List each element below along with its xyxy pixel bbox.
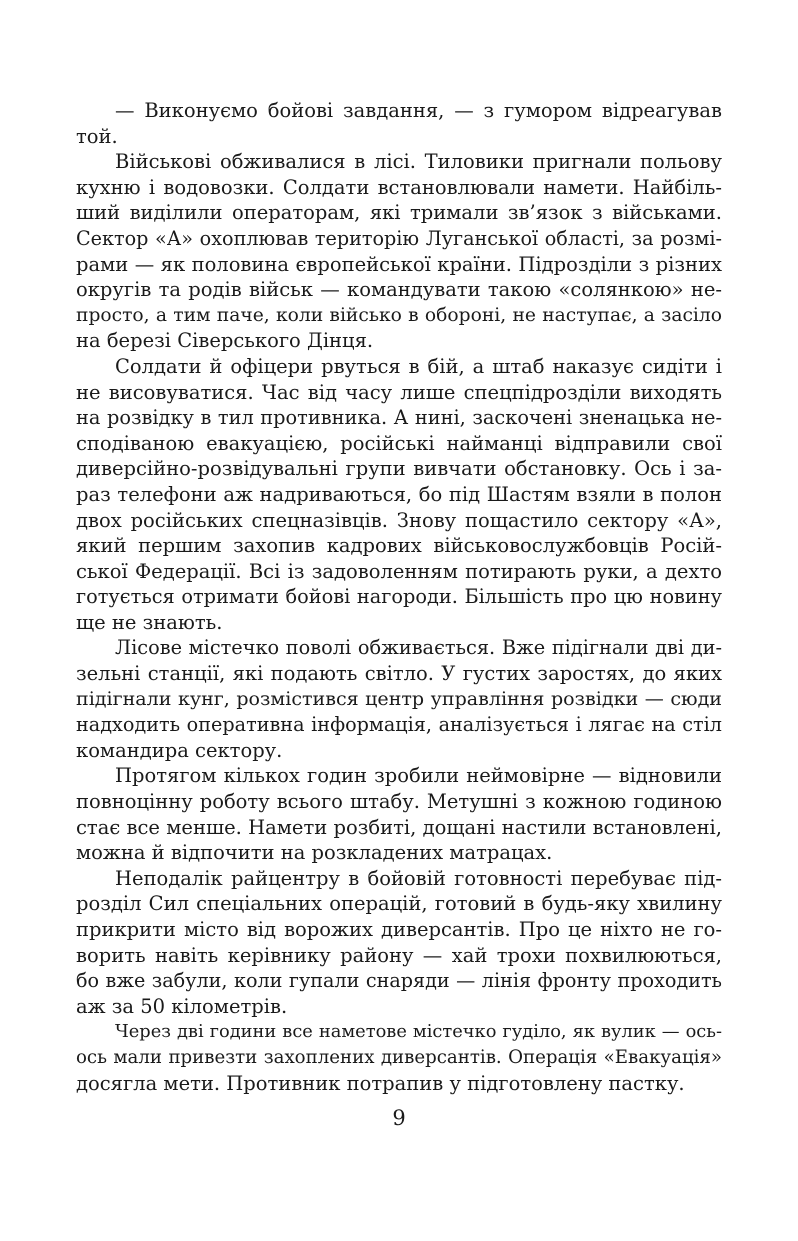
text-line: раз телефони аж надриваються, бо під Шастям взяли в полон [76, 482, 722, 506]
text-line: округів та родів військ — командувати такою «солянкою» не- [76, 278, 722, 302]
text-line: ської Федерації. Всі із задоволенням потирають руки, а дехто [76, 559, 722, 583]
text-line: кухню і водовозки. Солдати встановлювали намети. Найбіль- [76, 175, 722, 199]
text-line: надходить оперативна інформація, аналізується і лягає на стіл [76, 713, 722, 737]
text-line: просто, а тим паче, коли військо в обороні, не наступає, а засіло [76, 304, 722, 326]
text-line: можна й відпочити на розкладених матрацах. [76, 841, 553, 865]
text-line: прикрити місто від ворожих диверсантів. Про це ніхто не го- [76, 918, 722, 941]
text-line: рами — як половина європейської країни. Підрозділи з різних [76, 252, 722, 276]
text-line: не висовуватися. Час від часу лише спецпідрозділи виходять [76, 380, 722, 404]
text-line: ворить навіть керівнику району — хай трохи похвилюються, [76, 943, 722, 967]
text-line: на березі Сіверського Дінця. [76, 329, 374, 353]
page-number: 9 [392, 1106, 406, 1130]
text-line: командира сектору. [76, 738, 283, 762]
text-line: той. [76, 124, 118, 148]
text-line: аж за 50 кілометрів. [76, 994, 288, 1018]
text-line: зельні станції, які подають світло. У густих заростях, до яких [76, 662, 722, 686]
text-line: Солдати й офіцери рвуться в бій, а штаб наказує сидіти і [115, 354, 722, 378]
text-line: Протягом кількох годин зробили неймовірне — відновили [115, 764, 722, 788]
text-line: на розвідку в тил противника. А нині, заскочені зненацька не- [76, 406, 722, 430]
text-line: Неподалік райцентру в бойовій готовності перебуває під- [115, 866, 722, 890]
text-line: досягла мети. Противник потрапив у підготовлену пастку. [76, 1071, 685, 1095]
text-line: бо вже забули, коли гупали снаряди — лінія фронту проходить [76, 969, 722, 993]
text-line: — Виконуємо бойові завдання, — з гумором відреагував [115, 99, 722, 122]
text-line: ший виділили операторам, які тримали зв’язок з військами. [76, 201, 722, 225]
text-line: сподіваною евакуацією, російські найманці відправили свої [76, 431, 722, 455]
body-text [76, 98, 722, 1096]
text-line: підігнали кунг, розмістився центр управління розвідки — сюди [76, 687, 722, 710]
text-line: Через дві години все наметове містечко гуділо, як вулик — ось- [115, 1021, 722, 1043]
text-line: диверсійно-розвідувальні групи вивчати обстановку. Ось і за- [76, 457, 722, 481]
text-line: Лісове містечко поволі обживається. Вже підігнали дві ди- [115, 636, 722, 660]
text-line: повноцінну роботу всього штабу. Метушні з кожною годиною [76, 790, 722, 814]
text-line: Військові обживалися в лісі. Тиловики пригнали польову [115, 150, 722, 174]
text-line: двох російських спецназівців. Знову пощастило сектору «А», [76, 508, 722, 532]
text-line: ще не знають. [76, 610, 223, 634]
text-line: який першим захопив кадрових військовослужбовців Росій- [76, 534, 722, 558]
text-line: готується отримати бойові нагороди. Більшість про цю новину [76, 585, 722, 609]
text-line: розділ Сил спеціальних операцій, готовий в будь-яку хвилину [76, 892, 722, 916]
text-line: стає все менше. Намети розбиті, дощані настили встановлені, [76, 815, 722, 839]
text-line: ось мали привезти захоплених диверсантів. Операція «Евакуація» [76, 1046, 722, 1068]
text-line: Сектор «А» охоплював територію Луганської області, за розмі- [76, 226, 722, 250]
